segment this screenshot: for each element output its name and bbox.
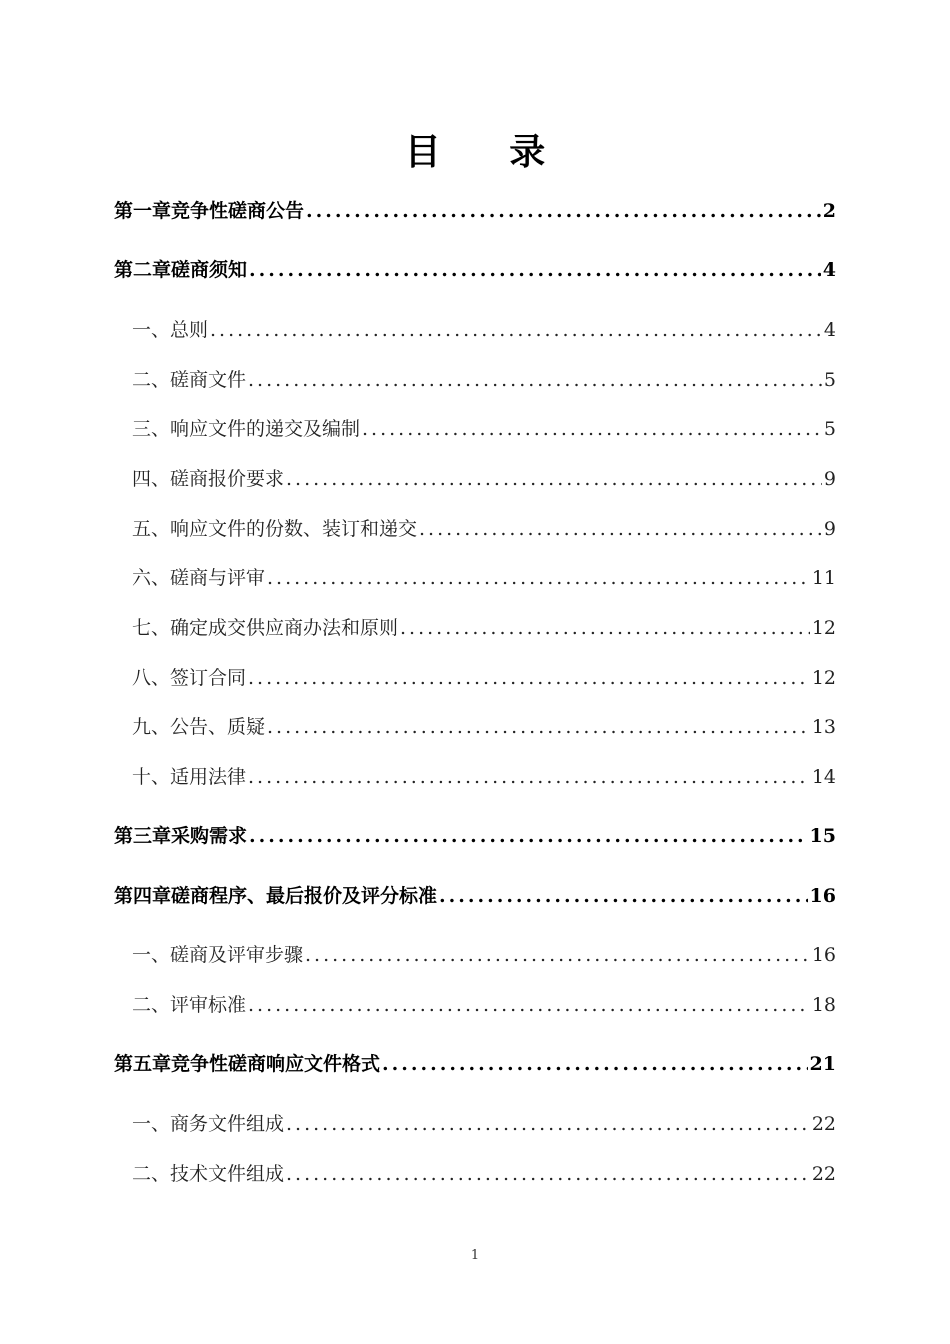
toc-entry-section[interactable] <box>114 515 836 543</box>
toc-dot-leader <box>248 664 810 692</box>
toc-entry-text: 六、磋商与评审 <box>132 567 266 589</box>
toc-entry-section[interactable] <box>114 1110 836 1138</box>
toc-entry-section[interactable] <box>114 941 836 969</box>
toc-entry-section[interactable] <box>114 614 836 642</box>
toc-entry-text: 第四章磋商程序、最后报价及评分标准 <box>114 885 438 907</box>
toc-dot-leader <box>419 515 822 543</box>
toc-entry-text: 七、确定成交供应商办法和原则 <box>132 617 399 639</box>
page-title: 目 录 <box>404 131 574 173</box>
toc-dot-leader <box>249 822 808 850</box>
toc-page-number: 13 <box>811 716 836 738</box>
toc-entry-text: 二、技术文件组成 <box>132 1163 285 1185</box>
toc-entry-text: 第五章竞争性磋商响应文件格式 <box>114 1053 381 1075</box>
toc-dot-leader <box>400 614 810 642</box>
toc-entry-text: 第二章磋商须知 <box>114 259 248 281</box>
toc-page-number: 9 <box>823 518 836 540</box>
toc-page-number: 5 <box>823 418 836 440</box>
toc-entry-section[interactable] <box>114 316 836 344</box>
toc-page-number: 16 <box>811 944 836 966</box>
toc-entry-section[interactable] <box>114 415 836 443</box>
toc-entry-chapter-3[interactable] <box>114 822 836 850</box>
toc-page-number: 22 <box>811 1163 836 1185</box>
toc-dot-leader <box>286 465 822 493</box>
toc-dot-leader <box>248 366 822 394</box>
toc-entry-section[interactable] <box>114 713 836 741</box>
toc-entry-text: 五、响应文件的份数、装订和递交 <box>132 518 418 540</box>
toc-page-number: 9 <box>823 468 836 490</box>
toc-entry-chapter-1[interactable] <box>114 197 836 225</box>
toc-page-number: 18 <box>811 994 836 1016</box>
toc-entry-section[interactable] <box>114 763 836 791</box>
toc-entry-section[interactable] <box>114 564 836 592</box>
toc-dot-leader <box>267 713 810 741</box>
toc-dot-leader <box>248 991 810 1019</box>
toc-page-number: 22 <box>811 1113 836 1135</box>
toc-entry-section[interactable] <box>114 465 836 493</box>
toc-entry-section[interactable] <box>114 366 836 394</box>
toc-page-number: 5 <box>823 369 836 391</box>
table-of-contents <box>114 0 836 1344</box>
toc-entry-text: 一、总则 <box>132 319 209 341</box>
toc-entry-text: 九、公告、质疑 <box>132 716 266 738</box>
toc-dot-leader <box>249 256 821 284</box>
toc-dot-leader <box>248 763 810 791</box>
toc-entry-text: 第一章竞争性磋商公告 <box>114 200 305 222</box>
toc-entry-text: 三、响应文件的递交及编制 <box>132 418 361 440</box>
toc-entry-section[interactable] <box>114 1160 836 1188</box>
toc-page-number: 2 <box>822 200 836 222</box>
toc-dot-leader <box>286 1160 810 1188</box>
toc-page-number: 16 <box>809 885 836 907</box>
toc-dot-leader <box>382 1050 808 1078</box>
toc-page-number: 14 <box>811 766 836 788</box>
toc-entry-text: 二、评审标准 <box>132 994 247 1016</box>
toc-entry-text: 八、签订合同 <box>132 667 247 689</box>
toc-entry-text: 第三章采购需求 <box>114 825 248 847</box>
toc-entry-section[interactable] <box>114 664 836 692</box>
toc-entry-text: 一、磋商及评审步骤 <box>132 944 304 966</box>
toc-page-number: 12 <box>811 617 836 639</box>
toc-dot-leader <box>286 1110 810 1138</box>
toc-dot-leader <box>267 564 810 592</box>
toc-entry-text: 一、商务文件组成 <box>132 1113 285 1135</box>
toc-entry-text: 二、磋商文件 <box>132 369 247 391</box>
toc-page-number: 12 <box>811 667 836 689</box>
toc-dot-leader <box>439 882 808 910</box>
toc-page-number: 4 <box>822 259 836 281</box>
toc-dot-leader <box>210 316 822 344</box>
toc-page-number: 21 <box>809 1053 836 1075</box>
toc-page-number: 4 <box>823 319 836 341</box>
toc-entry-section[interactable] <box>114 991 836 1019</box>
toc-page-number: 11 <box>811 567 836 589</box>
toc-dot-leader <box>362 415 822 443</box>
toc-dot-leader <box>305 941 810 969</box>
footer-page-number: 1 <box>470 1248 480 1263</box>
toc-dot-leader <box>306 197 821 225</box>
toc-entry-text: 十、适用法律 <box>132 766 247 788</box>
toc-entry-chapter-4[interactable] <box>114 882 836 910</box>
toc-page-number: 15 <box>809 825 836 847</box>
toc-entry-text: 四、磋商报价要求 <box>132 468 285 490</box>
toc-entry-chapter-2[interactable] <box>114 256 836 284</box>
toc-entry-chapter-5[interactable] <box>114 1050 836 1078</box>
